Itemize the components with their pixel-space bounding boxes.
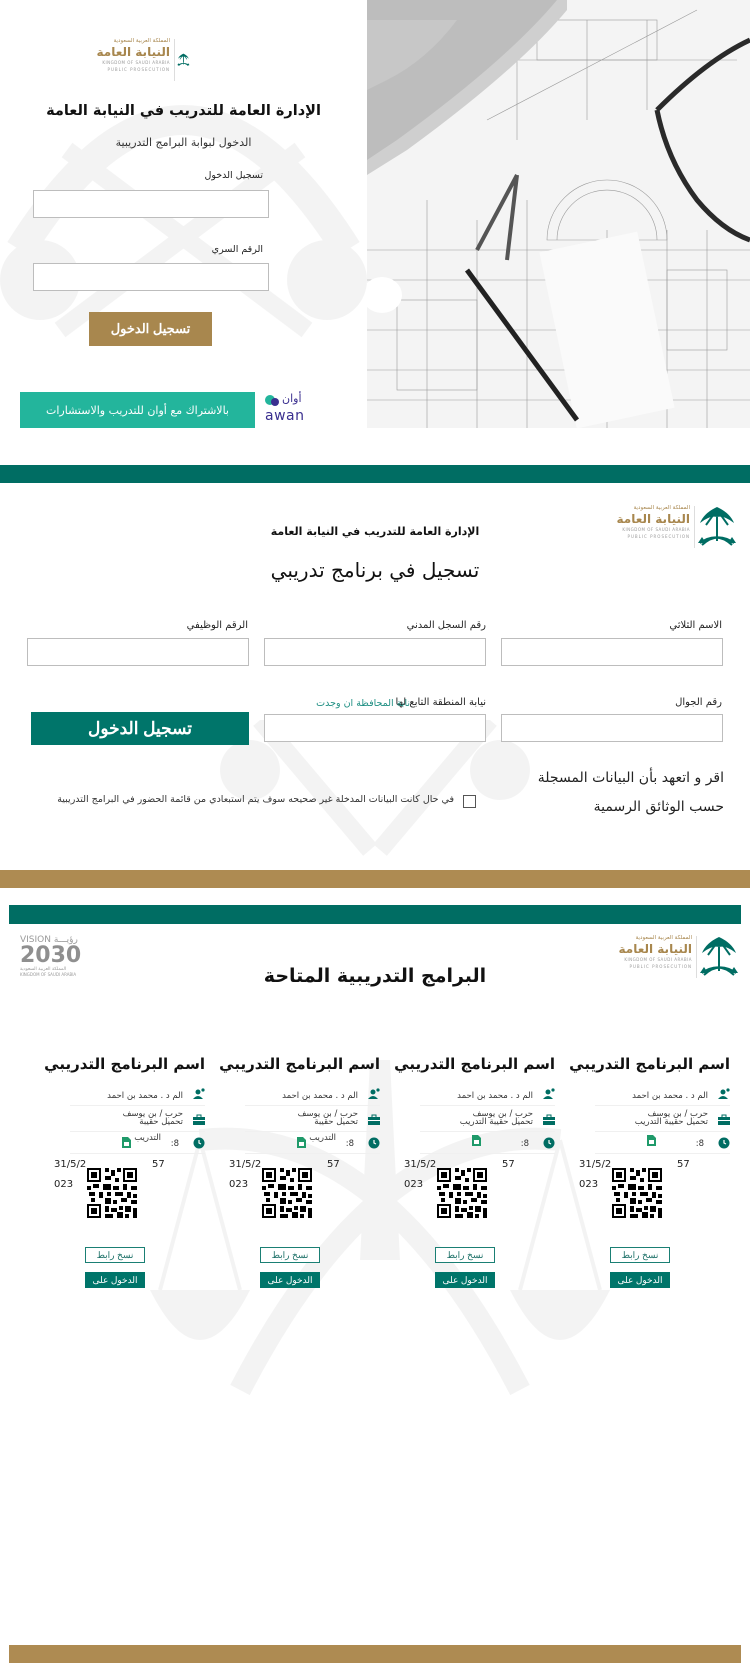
region-office-hint: نابة المحافظة ان وجدت [316,698,410,709]
register-submit-button[interactable]: تسجيل الدخول [31,712,249,745]
national-id-input[interactable] [264,638,486,666]
file-label: التدريب [134,1133,161,1143]
teal-divider [9,905,741,924]
awan-logo [262,392,312,428]
logo-line2: النيابة العامة [96,45,170,59]
trainer-name: الم د . محمد بن احمد [282,1091,358,1101]
qr-code-icon [87,1168,137,1218]
user-icon [718,1088,730,1100]
date-part1: 31/5/2 [404,1159,437,1170]
employee-number-label: الرقم الوظيفي [186,620,248,631]
bag-line1: حرب / بن يوسف [472,1109,533,1119]
awan-logo-en: awan [265,408,305,424]
pledge-checkbox[interactable] [463,795,476,808]
bag-line1: حرب / بن يوسف [122,1109,183,1119]
mobile-input[interactable] [501,714,723,742]
time: 8: [695,1139,704,1149]
file-label: التدريب [309,1133,336,1143]
clock-icon [368,1137,380,1149]
blueprint-photo [367,0,750,428]
bag-line1: حرب / بن يوسف [647,1109,708,1119]
date-part1: 31/5/2 [54,1159,87,1170]
date-part2: 023 [404,1179,424,1190]
awan-logo-ar: أوان [282,392,302,405]
full-name-input[interactable] [501,638,723,666]
user-icon [368,1088,380,1100]
logo-line4: PUBLIC PROSECUTION [107,67,170,72]
pledge-checkbox-text: في حال كانت البيانات المدخلة غير صحيحه سوف يتم استبعادي من قائمة الحضور في البرامج التدريبية [57,794,454,805]
gold-divider [0,870,750,888]
password-label: الرقم السري [211,244,263,255]
region-office-label: نيابة المنطقة التابع لها [395,697,486,708]
logo-line2: النيابة العامة [616,512,690,526]
file-icon [122,1137,131,1148]
date-part2: 023 [229,1179,249,1190]
programs-title: البرامج التدريبية المتاحة [263,965,487,987]
chat-bubbles-icon [264,394,280,408]
download-bag-link[interactable]: تحميل حقيبة التدريب [459,1117,533,1127]
time: 8: [170,1139,179,1149]
qr-code-icon [612,1168,662,1218]
qr-code-icon [262,1168,312,1218]
gold-footer-bar [9,1645,741,1663]
vision-line4: KINGDOM OF SAUDI ARABIA [20,972,77,977]
download-bag-link[interactable]: تحميل حقيبة [314,1117,358,1127]
file-icon [472,1135,481,1146]
login-button[interactable]: تسجيل الدخول [89,312,212,346]
program-title: اسم البرنامج التدريبي [569,1055,730,1073]
time: 8: [345,1139,354,1149]
national-id-label: رقم السجل المدني [406,620,486,631]
copy-link-button[interactable]: نسخ رابط [435,1247,495,1263]
time: 8: [520,1139,529,1149]
password-input[interactable] [33,263,269,291]
full-name-label: الاسم الثلاثي [669,620,722,631]
copy-link-button[interactable]: نسخ رابط [610,1247,670,1263]
briefcase-icon [543,1114,555,1126]
enter-program-button[interactable]: الدخول على [610,1272,670,1288]
user-icon [543,1088,555,1100]
clock-icon [543,1137,555,1149]
teal-divider [0,465,750,483]
date-part2: 023 [54,1179,74,1190]
bag-line1: حرب / بن يوسف [297,1109,358,1119]
logo-line4: PUBLIC PROSECUTION [629,964,692,969]
program-title: اسم البرنامج التدريبي [44,1055,205,1073]
logo-line3: KINGDOM OF SAUDI ARABIA [102,60,170,65]
copy-link-button[interactable]: نسخ رابط [260,1247,320,1263]
date-part1: 31/5/2 [229,1159,262,1170]
login-title: الإدارة العامة للتدريب في النيابة العامة [46,103,321,119]
username-input[interactable] [33,190,269,218]
pledge-line1: اقر و اتعهد بأن البيانات المسجلة [537,770,724,786]
vision-line1: VISION رؤيـــة [20,935,78,945]
logo-line2: النيابة العامة [618,942,692,956]
qr-code-icon [437,1168,487,1218]
program-title: اسم البرنامج التدريبي [219,1055,380,1073]
program-title: اسم البرنامج التدريبي [394,1055,555,1073]
trainer-name: الم د . محمد بن احمد [107,1091,183,1101]
download-bag-link[interactable]: تحميل حقيبة [139,1117,183,1127]
program-card [40,1052,210,1292]
trainer-name: الم د . محمد بن احمد [457,1091,533,1101]
briefcase-icon [193,1114,205,1126]
date-part2: 023 [579,1179,599,1190]
vision-line2: 2030 [20,943,82,968]
briefcase-icon [718,1114,730,1126]
time-minutes: 57 [502,1159,515,1170]
public-prosecution-logo [92,36,217,84]
logo-line3: KINGDOM OF SAUDI ARABIA [624,957,692,962]
copy-link-button[interactable]: نسخ رابط [85,1247,145,1263]
time-minutes: 57 [677,1159,690,1170]
program-card [390,1052,560,1292]
logo-line1: المملكة العربية السعودية [113,38,170,44]
date-part1: 31/5/2 [579,1159,612,1170]
register-title: تسجيل في برنامج تدريبي [270,558,480,582]
vision-line3: المملكة العربية السعودية [20,967,67,972]
enter-program-button[interactable]: الدخول على [85,1272,145,1288]
file-icon [297,1137,306,1148]
register-header: الإدارة العامة للتدريب في النيابة العامة [270,525,480,538]
employee-number-input[interactable] [27,638,249,666]
logo-line1: المملكة العربية السعودية [635,935,692,941]
pledge-line2: حسب الوثائق الرسمية [593,799,724,815]
trainer-name: الم د . محمد بن احمد [632,1091,708,1101]
time-minutes: 57 [327,1159,340,1170]
briefcase-icon [368,1114,380,1126]
file-icon [647,1135,656,1146]
region-office-input[interactable] [264,714,486,742]
enter-program-button[interactable]: الدخول على [260,1272,320,1288]
clock-icon [718,1137,730,1149]
logo-line3: KINGDOM OF SAUDI ARABIA [622,527,690,532]
awan-partnership-banner[interactable]: بالاشتراك مع أوان للتدريب والاستشارات [20,392,255,428]
program-card [565,1052,735,1292]
palm-swords-emblem-icon [177,36,217,84]
user-icon [193,1088,205,1100]
logo-line1: المملكة العربية السعودية [633,505,690,511]
download-bag-link[interactable]: تحميل حقيبة التدريب [634,1117,708,1127]
login-subtitle: الدخول لبوابة البرامج التدريبية [115,136,252,149]
logo-line4: PUBLIC PROSECUTION [627,534,690,539]
program-card [215,1052,385,1292]
clock-icon [193,1137,205,1149]
time-minutes: 57 [152,1159,165,1170]
enter-program-button[interactable]: الدخول على [435,1272,495,1288]
mobile-label: رقم الجوال [675,697,722,708]
username-label: تسجيل الدخول [204,170,263,181]
